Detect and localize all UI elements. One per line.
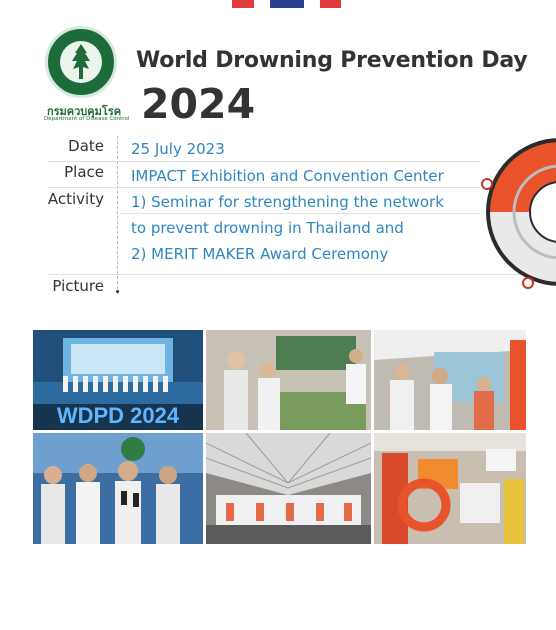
date-label: Date: [68, 137, 104, 155]
date-value: 25 July 2023: [131, 140, 225, 158]
row-separator: [48, 187, 480, 188]
activity-line-2: to prevent drowning in Thailand and: [131, 219, 404, 237]
flag-stripe-red-left: [232, 0, 254, 8]
row-separator: [48, 161, 480, 162]
activity-line-1: 1) Seminar for strengthening the network: [131, 193, 444, 211]
photo-booth: [374, 330, 526, 430]
logo-thai-text: กรมควบคุมโรค: [46, 105, 122, 118]
picture-bullet: [116, 290, 119, 293]
flag-stripe-blue: [270, 0, 304, 8]
page-year: 2024: [141, 80, 256, 128]
photo-press: [33, 433, 203, 544]
stage-banner-text: WDPD 2024: [56, 403, 180, 428]
department-logo: [44, 26, 130, 122]
department-logo-icon: [45, 26, 117, 98]
photo-model-display: [206, 330, 371, 430]
page-title: World Drowning Prevention Day: [136, 48, 528, 73]
photo-group: [206, 433, 371, 544]
details-divider: [117, 136, 118, 294]
row-separator: [48, 274, 528, 275]
place-value: IMPACT Exhibition and Convention Center: [131, 167, 444, 185]
logo-english-text: Department of Disease Control: [44, 116, 130, 122]
photo-lifesaving-equipment: [374, 433, 526, 544]
activity-label: Activity: [47, 190, 104, 208]
picture-label: Picture: [52, 277, 104, 295]
photo-stage: [33, 330, 203, 430]
activity-line-3: 2) MERIT MAKER Award Ceremony: [131, 245, 389, 263]
place-label: Place: [64, 163, 104, 181]
lifebuoy-icon: [480, 132, 556, 290]
row-separator: [120, 213, 480, 214]
flag-stripe-red-right: [320, 0, 341, 8]
